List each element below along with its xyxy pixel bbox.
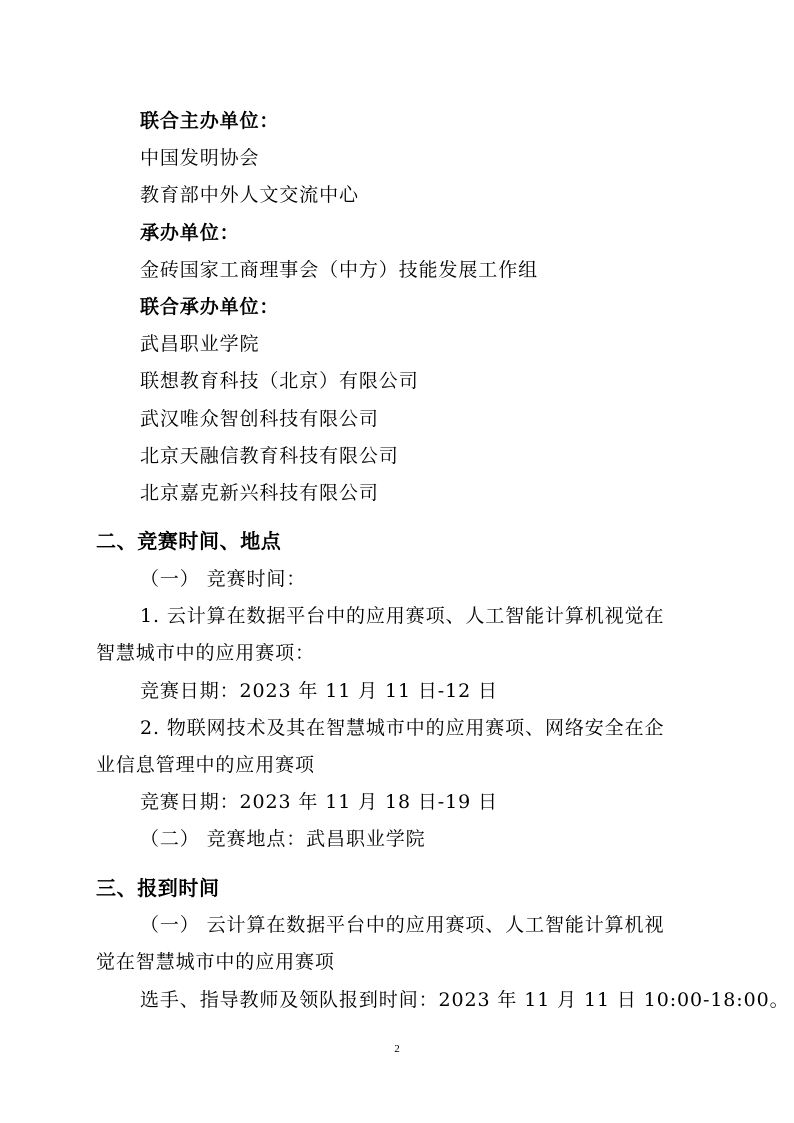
section-heading-time-place: 二、竞赛时间、地点 [96, 529, 282, 553]
paragraph-line: 业信息管理中的应用赛项 [96, 754, 315, 776]
joint-host-item: 中国发明协会 [140, 147, 260, 169]
paragraph-line: 1. 云计算在数据平台中的应用赛项、人工智能计算机视觉在 [140, 605, 665, 627]
joint-organizer-item: 北京天融信教育科技有限公司 [140, 445, 399, 467]
competition-date: 竞赛日期：2023 年 11 月 18 日-19 日 [140, 791, 498, 813]
paragraph-line: 2. 物联网技术及其在智慧城市中的应用赛项、网络安全在企 [140, 717, 665, 739]
subsection-competition-time: （一） 竞赛时间： [140, 568, 307, 590]
joint-organizer-item: 武汉唯众智创科技有限公司 [140, 408, 379, 430]
organizer-label: 承办单位： [140, 222, 240, 244]
subsection-competition-place: （二） 竞赛地点：武昌职业学院 [140, 828, 426, 850]
joint-organizer-item: 北京嘉克新兴科技有限公司 [140, 482, 379, 504]
joint-organizer-item: 武昌职业学院 [140, 333, 260, 355]
paragraph-line: （一） 云计算在数据平台中的应用赛项、人工智能计算机视 [140, 914, 665, 936]
page-number: 2 [394, 1043, 400, 1055]
joint-organizers-label: 联合承办单位： [140, 296, 280, 318]
organizer-item: 金砖国家工商理事会（中方）技能发展工作组 [140, 259, 539, 281]
paragraph-line: 智慧城市中的应用赛项： [96, 642, 315, 664]
joint-host-item: 教育部中外人文交流中心 [140, 184, 359, 206]
checkin-time: 选手、指导教师及领队报到时间：2023 年 11 月 11 日 10:00-18:00。 [140, 989, 790, 1011]
joint-organizer-item: 联想教育科技（北京）有限公司 [140, 370, 419, 392]
section-heading-checkin: 三、报到时间 [96, 876, 220, 900]
paragraph-line: 觉在智慧城市中的应用赛项 [96, 951, 335, 973]
competition-date: 竞赛日期：2023 年 11 月 11 日-12 日 [140, 680, 498, 702]
joint-hosts-label: 联合主办单位： [140, 110, 280, 132]
